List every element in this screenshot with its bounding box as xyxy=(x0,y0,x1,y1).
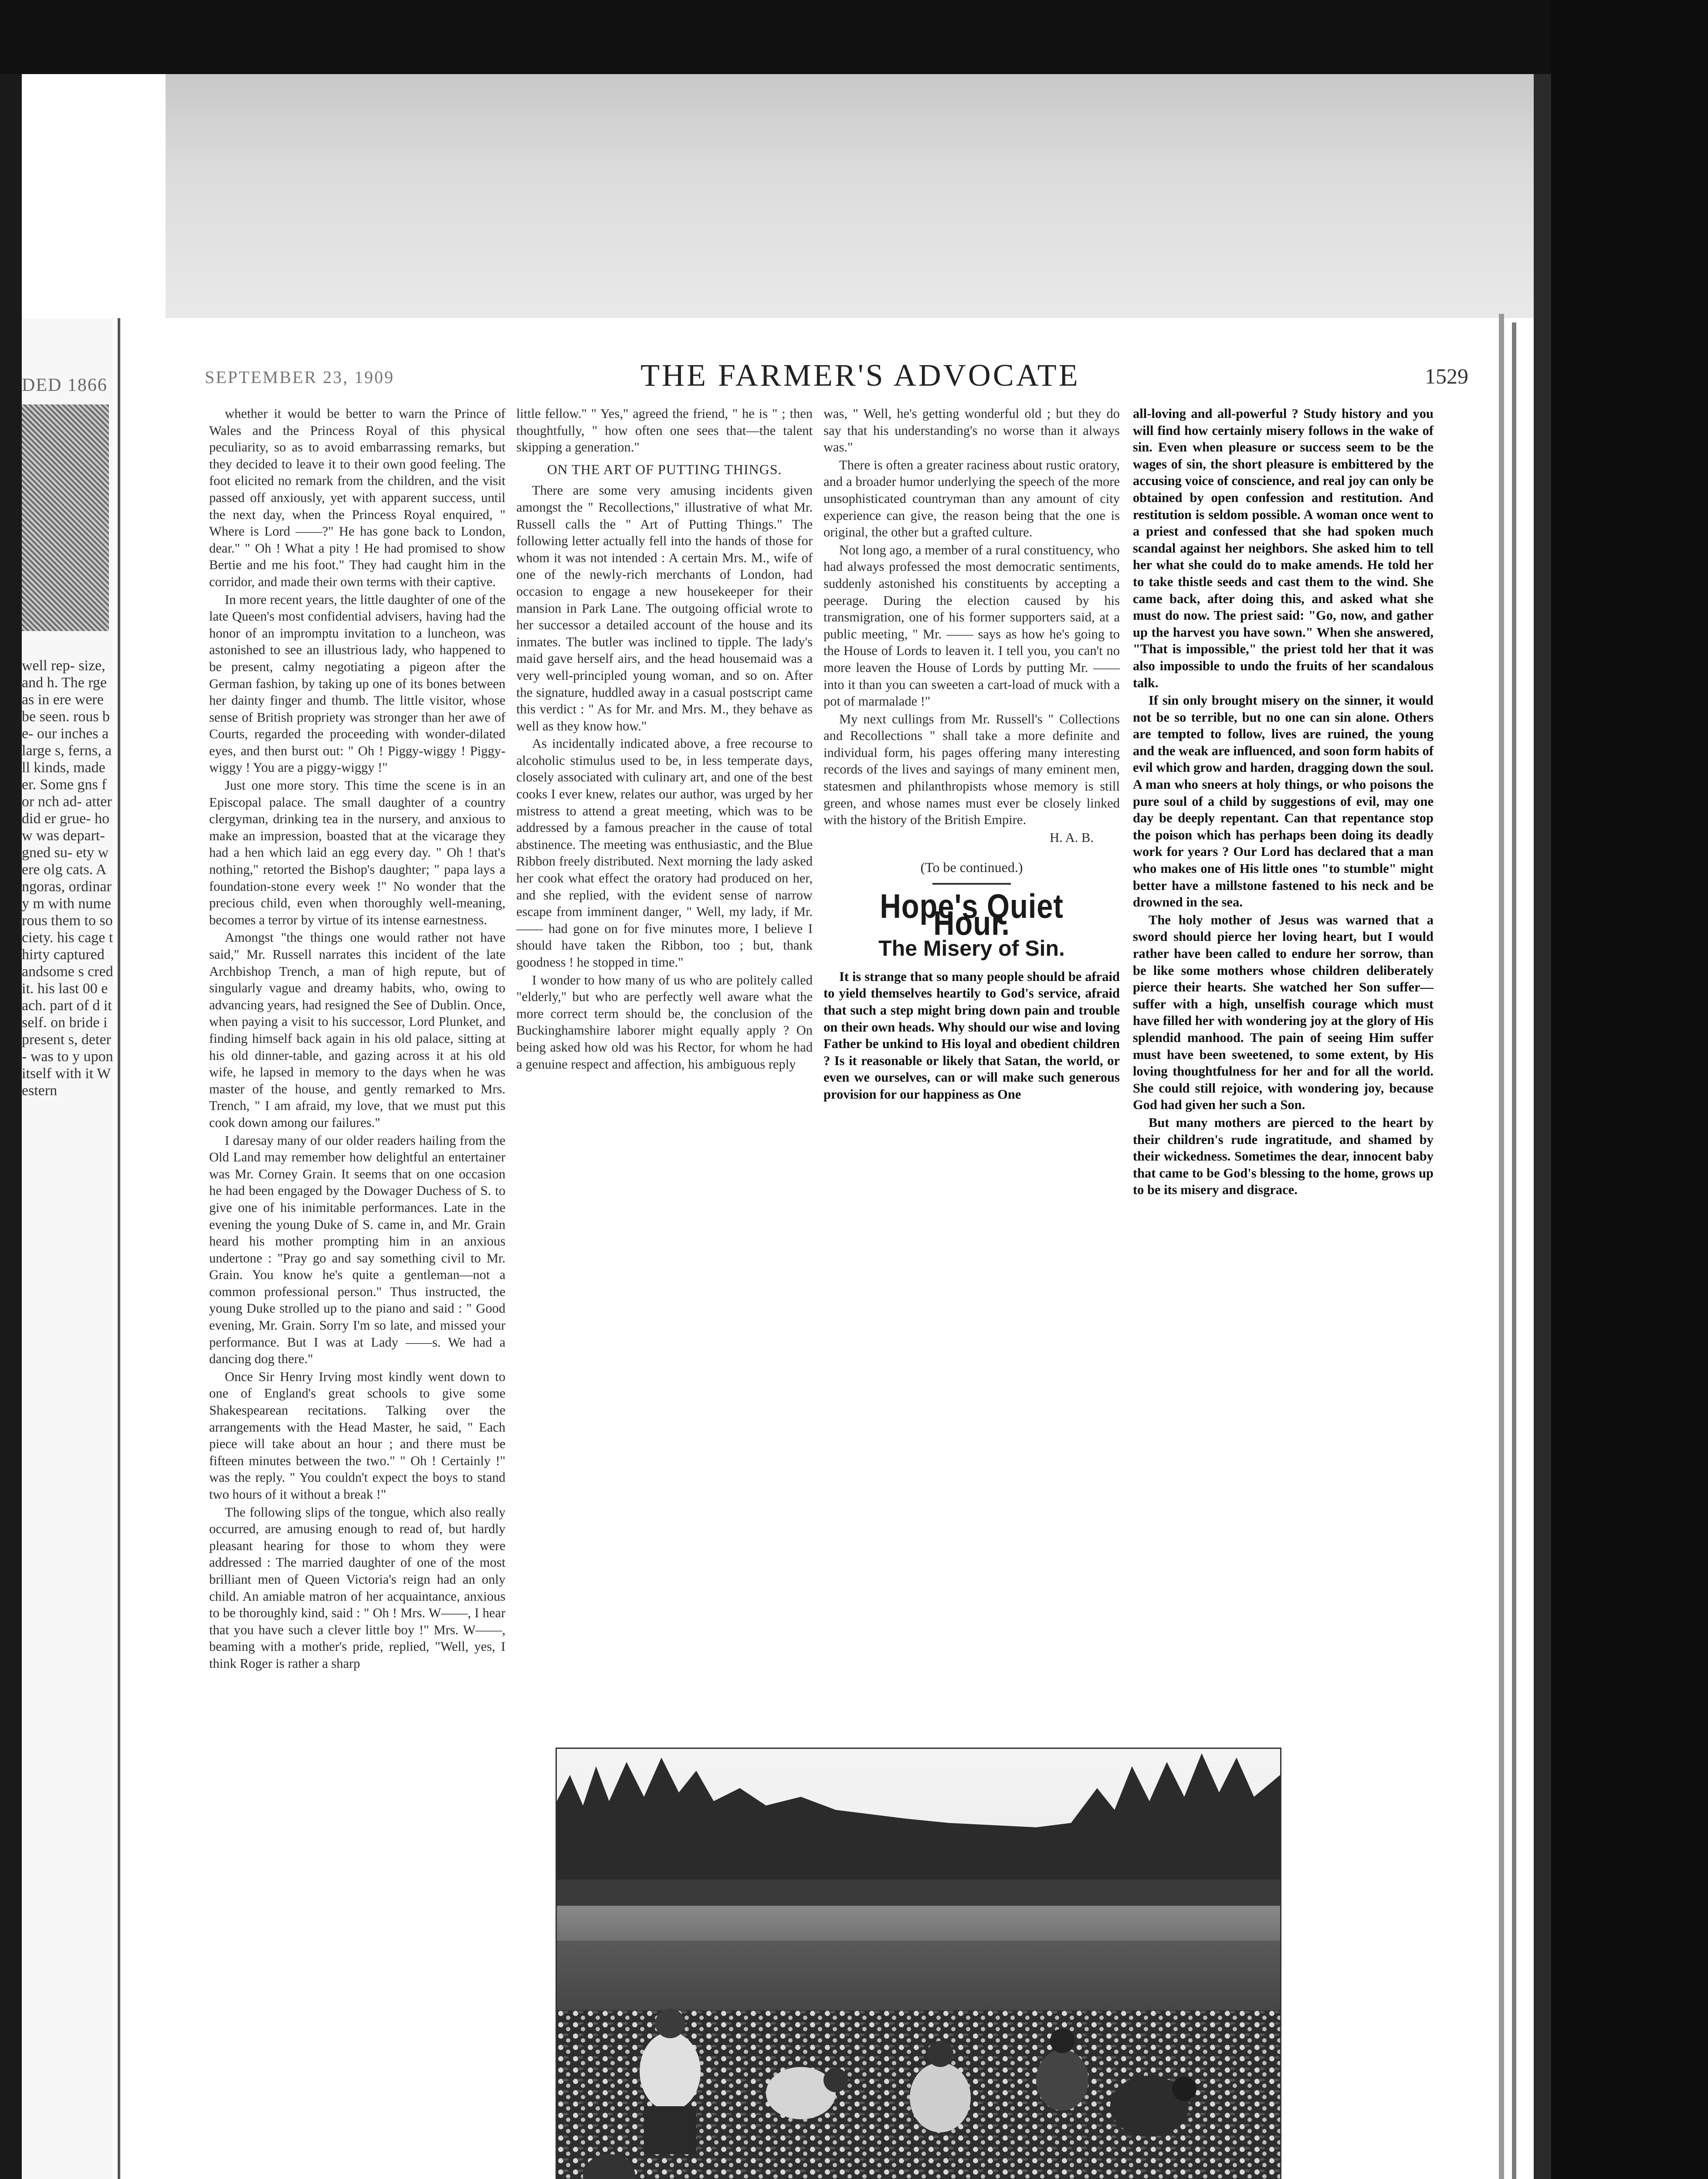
paragraph: But many mothers are pierced to the heart by their children's rude ingratitude, and shamed by their wickedness. Sometimes the dear, innocent baby that came to be God's blessing to the home, grows up to be its misery and disgrace. xyxy=(1133,1115,1434,1198)
paragraph: The holy mother of Jesus was warned that a sword should pierce her loving heart, but I would rather have been called to endure her sorrow, than be like some mothers whose children deliberately pierce their hearts. She watched her Son suffer—suffer with a high, unselfish courage which must have filled her with wondering joy at the glory of His splendid manhood. The pain of seeing Him suffer must have been sweetened, to some extent, by His loving thoughtfulness for her and for all the world. She could still rejoice, with wondering joy, because God had given her such a Son. xyxy=(1133,912,1434,1113)
column-2 xyxy=(516,405,813,1073)
masthead xyxy=(205,357,1477,397)
column-3 xyxy=(824,405,1120,1104)
page-edge xyxy=(1499,314,1504,2179)
page-gutter xyxy=(118,318,120,2179)
paragraph: I wonder to how many of us who are politely called "elderly," but who are perfectly well aware what the more correct term should be, the conclusion of the Buckinghamshire laborer might equally apply ? On being asked how old was his Rector, for whom he had a genuine respect and affection, his ambiguous reply xyxy=(516,972,813,1072)
paragraph: Just one more story. This time the scene is in an Episcopal palace. The small daughter of a country clergyman, drinking tea in the nursery, and anxious to make an impression, boasted that at the vicarage they had a hen which laid an egg every day. " Oh ! that's nothing," retorted the Bishop's daughter; " papa lays a foundation-stone every week !" No wonder that the precious child, even when thoroughly well-meaning, becomes a terror by virtue of its intense earnestness. xyxy=(209,778,505,927)
continued-note: (To be continued.) xyxy=(920,859,1023,876)
paragraph: In more recent years, the little daughter of one of the late Queen's most confidential advisers, having had the honor of an impromptu invitation to a luncheon, was astonished to see an illustrious lady, who happened to be present, calmy negotiating a pigeon after the German fashion, by taking up one of its bones between her dainty finger and thumb. The little visitor, whose sense of British propriety was stronger than her awe of Courts, regarded the proceeding with wonder-dilated eyes, and then burst out: " Oh ! Piggy-wiggy ! Piggy-wiggy ! You are a piggy-wiggy !" xyxy=(209,592,505,775)
page-edge-shadow xyxy=(1512,322,1516,2179)
left-page-header: DED 1866 xyxy=(22,375,108,395)
paragraph: If sin only brought misery on the sinner, it would not be so terrible, but no one can sin alone. Others are tempted to follow, lives are ruined, the young and the weak are influenced, and soon form habits of evil which grow and harden, dragging down the soul. A man who sneers at holy things, or who poisons the pure soul of a child by suggestions of evil, may one day be deeply repentant. Can that repentance stop the poison which has perhaps been doing its deadly work for years ? Our Lord has declared that a man who makes one of His little ones "to stumble" might better have a millstone fastened to his neck and be drowned in the sea. xyxy=(1133,693,1434,910)
paragraph: was, " Well, he's getting wonderful old ; but they do say that his understanding's no worse than it always was." xyxy=(824,406,1120,455)
issue-date: SEPTEMBER 23, 1909 xyxy=(205,367,395,387)
film-frame-left xyxy=(0,74,22,2179)
paragraph: little fellow." " Yes," agreed the friend, " he is " ; then thoughtfully, " how often one sees that—the talent skipping a generation." xyxy=(516,406,813,455)
paragraph: There is often a greater raciness about rustic oratory, and a broader humor underlying the speech of the more unsophisticated countryman than any amount of city experience can give, the reason being that the one is original, the other but a grafted culture. xyxy=(824,457,1120,540)
paragraph: It is strange that so many people should be afraid to yield themselves heartily to God's service, afraid that such a step might bring down pain and trouble on their own heads. Why should our wise and loving Father be unkind to His loyal and obedient children ? Is it reasonable or likely that Satan, the world, or even we ourselves, can or will make such generous provision for our happiness as One xyxy=(824,969,1120,1102)
film-frame-top xyxy=(0,0,1708,74)
left-page-illustration xyxy=(22,404,109,631)
left-page-text: well rep- size, and h. The rge as in ere were be seen. rous be- our inches a large s, ferns, all kinds, made er. Some gns for nch ad- atter did er grue- how was depart- gned su- ety were olg cats. Angoras, ordinary m with numerous them to society. his cage thirty captured andsome s credit. his last 00 each. part of d itself. on bride ipresent s, deter- was to y upon itself with it Western xyxy=(22,658,113,1099)
paragraph: Once Sir Henry Irving most kindly went down to one of England's great schools to give some Shakespearean recitations. Talking over the arrangements with the Head Master, he said, " Each piece will take about an hour ; and there must be fifteen minutes between the two." " Oh ! Certainly !" was the reply. " You couldn't expect the boys to stand two hours of it without a break !" xyxy=(209,1369,505,1502)
newspaper-page xyxy=(126,331,1499,2179)
film-frame-right-inner xyxy=(1534,74,1551,2179)
paragraph: As incidentally indicated above, a free recourse to alcoholic stimulus used to be, in less temperate days, closely associated with culinary art, and one of the best cooks I ever knew, relates our author, was urged by her mistress to attend a great meeting, which was to be addressed by a famous preacher in the cause of total abstinence. The meeting was enthusiastic, and the Blue Ribbon freely distributed. Next morning the lady asked her cook what effect the oratory had produced on her, and she replied, with the evident sense of narrow escape from imminent danger, " Well, my lady, if Mr. —— had gone on for five minutes more, I believe I should have taken the Ribbon, too ; but, thank goodness ! he stopped in time." xyxy=(516,736,813,970)
author-signature: H. A. B. xyxy=(1050,830,1094,845)
column-1 xyxy=(209,405,505,1673)
paragraph: My next cullings from Mr. Russell's " Collections and Recollections " shall take a more definite and individual form, his pages offering many interesting records of the lives and sayings of many eminent men, statesmen and philanthropists whose memory is still green, and whose names must ever be closely linked with the history of the British Empire. xyxy=(824,711,1120,828)
paragraph: whether it would be better to warn the Prince of Wales and the Princess Royal of this physical peculiarity, so as to avoid embarrassing remarks, but they decided to leave it to their own good feeling. The foot elicited no remark from the children, and the visit passed off anxiously, yet with apparent success, until the next day, when the Princess Royal enquired, " Where is Lord ——?" He has gone back to London, dear." " Oh ! What a pity ! He had promised to show Bertie and me his foot." They had caught him in the corridor, and made their own terms with their captive. xyxy=(209,406,505,589)
publication-title: THE FARMER'S ADVOCATE xyxy=(640,358,1080,393)
paragraph: Amongst "the things one would rather not have said," Mr. Russell narrates this incident of the late Archbishop Trench, a man of high repute, but of singularly vague and dreamy habits, who, owing to advancing years, had resigned the See of Dublin. Once, when paying a visit to his successor, Lord Plunket, and finding himself back again in his old palace, sitting at his old dinner-table, and gazing across it at his old wife, he lapsed in memory to the days when he was master of the house, and gently remarked to Mrs. Trench, " I am afraid, my love, that we must put this cook down among our failures." xyxy=(209,930,505,1130)
divider-rule xyxy=(932,883,1011,885)
paragraph: The following slips of the tongue, which also really occurred, are amusing enough to read of, but hardly pleasant hearing for those to whom they were addressed : The married daughter of one of the most brilliant men of Queen Victoria's reign had an only child. An amiable matron of her acquaintance, anxious to be thoroughly kind, said : " Oh ! Mrs. W——, I hear that you have such a clever little boy !" Mrs. W——, beaming with a mother's pride, replied, "Well, yes, I think Roger is rather a sharp xyxy=(209,1504,505,1671)
page-number: 1529 xyxy=(1425,364,1468,388)
column-4 xyxy=(1133,405,1434,1199)
paragraph: There are some very amusing incidents given amongst the " Recollections," illustrative of what Mr. Russell calls the " Art of Putting Things." The following letter actually fell into the hands of those for whom it was not intended : A certain Mrs. M., wife of one of the newly-rich merchants of London, had occasion to engage a new housekeeper for their mansion in Park Lane. The outgoing official wrote to her successor a detailed account of the house and its inmates. The butler was inclined to tipple. The lady's maid gave herself airs, and the head housemaid was a very well-principled young woman, and so on. After the signature, huddled away in a casual postscript came this verdict : " As for Mr. and Mrs. M., they behave as well as they know how." xyxy=(516,483,813,733)
paragraph: Not long ago, a member of a rural constituency, who had always professed the most democratic sentiments, suddenly astonished his constituents by accepting a peerage. During the election caused by his transmigration, one of his former supporters said, at a public meeting, " Mr. —— says as how he's going to the House of Lords to leaven it. I tell you, you can't no more leaven the House of Lords by putting Mr. —— into it than you can sweeten a cart-load of muck with a pot of marmalade !" xyxy=(824,542,1120,709)
left-page-fragment xyxy=(22,318,113,2179)
section-title: Hope's Quiet Hour. xyxy=(880,887,1064,942)
film-frame-right xyxy=(1551,0,1708,2179)
section-heading: ON THE ART OF PUTTING THINGS. xyxy=(547,461,782,477)
water-lilies-photograph xyxy=(556,1748,1281,2179)
film-frame-band xyxy=(166,74,1534,318)
paragraph: I daresay many of our older readers hailing from the Old Land may remember how delightful an entertainer was Mr. Corney Grain. It seems that on one occasion he had been engaged by the Dowager Duchess of S. to give one of his inimitable performances. Late in the evening the young Duke of S. came in, and Mr. Grain heard his mother prompting him in an anxious undertone : "Pray go and say something civil to Mr. Grain. You know he's quite a gentleman—not a common professional person." Thus instructed, the young Duke strolled up to the piano and said : " Good evening, Mr. Grain. Sorry I'm so late, and missed your performance. But I was at Lady ——s. We had a dancing dog there." xyxy=(209,1133,505,1367)
paragraph: all-loving and all-powerful ? Study history and you will find how certainly misery follows in the wake of sin. Even when pleasure or success seem to be the wages of sin, the short pleasure is embittered by the accusing voice of conscience, and real joy can only be obtained by open confession and restitution. And restitution is seldom possible. A woman once went to a priest and confessed that she had spoken much scandal against her neighbors. She asked him to tell her what she could do to make amends. He told her to take thistle seeds and cast them to the wind. She came back, after doing this, and asked what she must do now. The priest said: "Go, now, and gather up the harvest you have sown." When she answered, "That is impossible," the priest told her that it was also impossible to undo the fruits of her scandalous talk. xyxy=(1133,406,1434,690)
article-subtitle: The Misery of Sin. xyxy=(878,936,1065,961)
